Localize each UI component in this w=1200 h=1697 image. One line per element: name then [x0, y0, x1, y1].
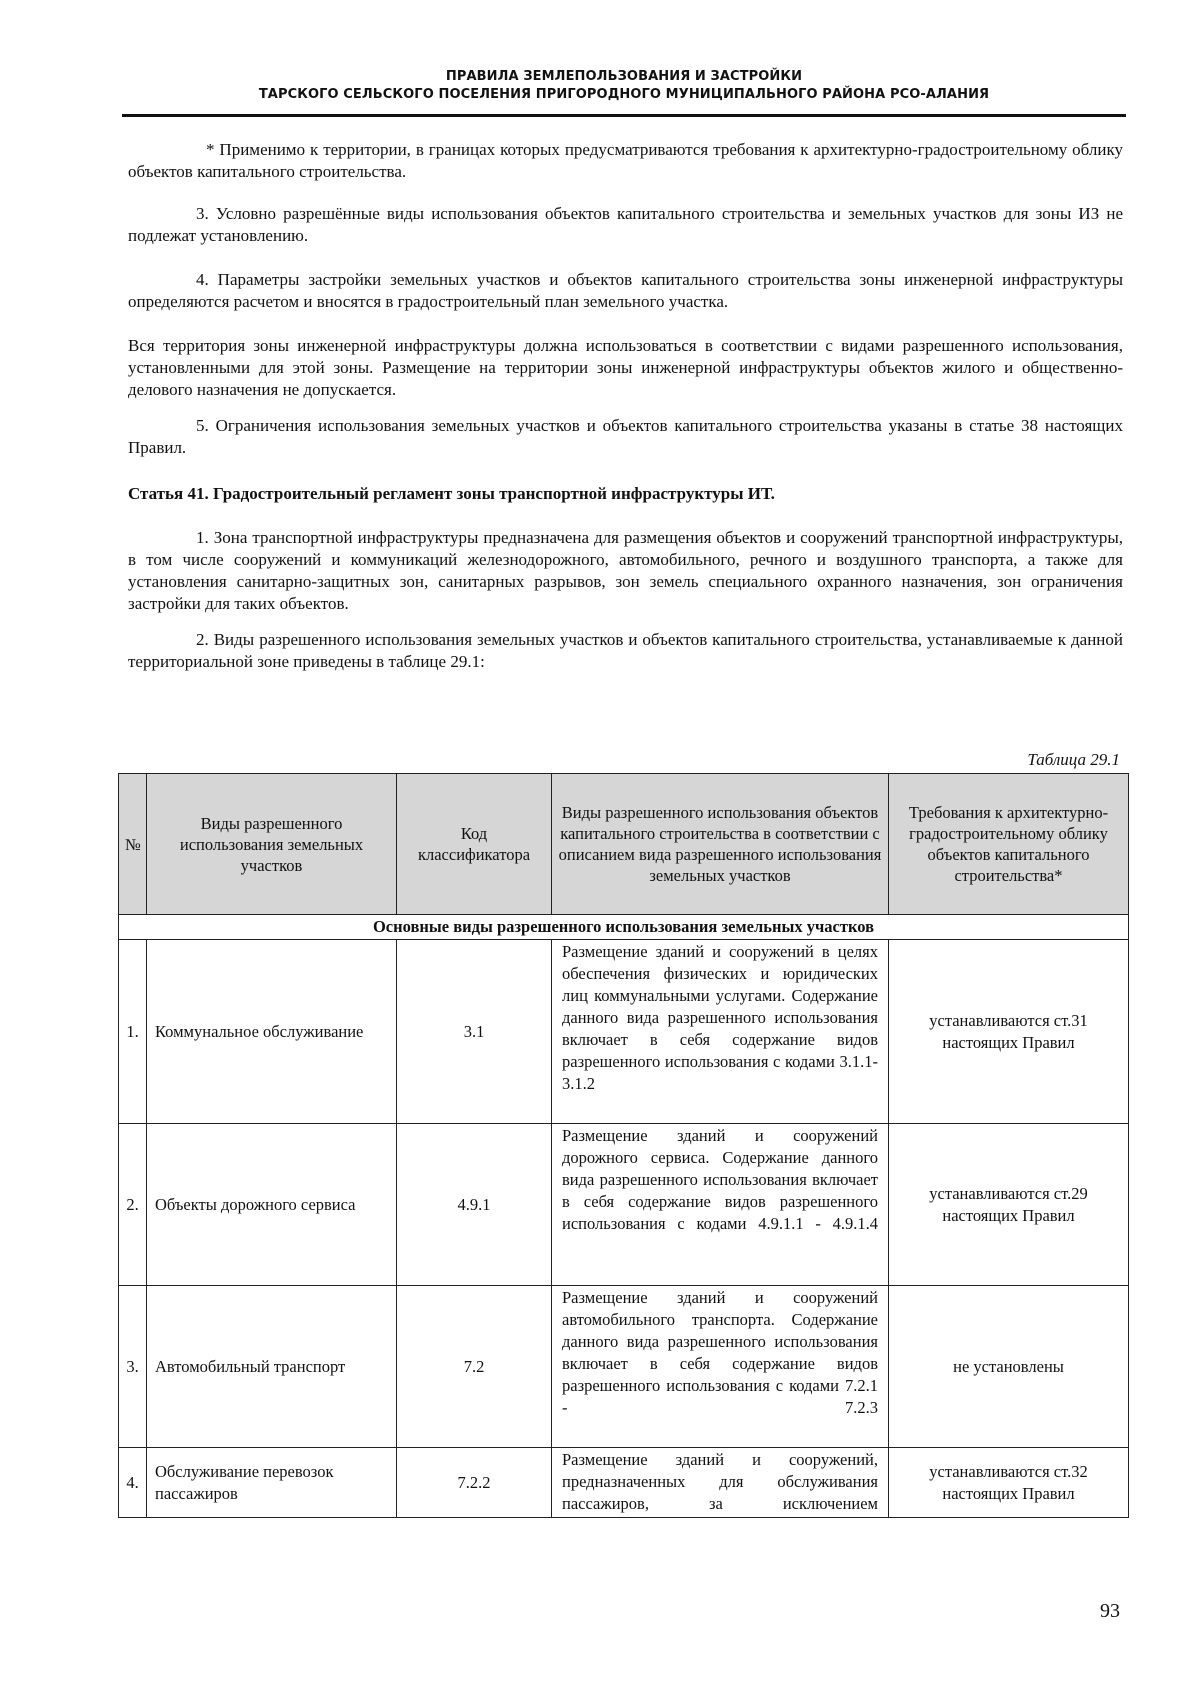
- row-requirements: устанавливаются ст.32 настоящих Правил: [889, 1448, 1129, 1518]
- header-line-1: ПРАВИЛА ЗЕМЛЕПОЛЬЗОВАНИЯ И ЗАСТРОЙКИ: [445, 69, 803, 84]
- row-requirements: устанавливаются ст.29 настоящих Правил: [889, 1124, 1129, 1286]
- row-land-use: Коммунальное обслуживание: [147, 940, 397, 1124]
- article-paragraph-2: 2. Виды разрешенного использования земельных участков и объектов капитального строительства, устанавливаемые к данной территориальной зоне приведены в таблице 29.1:: [128, 630, 1123, 671]
- running-header: [122, 68, 1126, 104]
- page-number: 93: [1100, 1600, 1120, 1622]
- header-oks-use: Виды разрешенного использования объектов капитального строительства в соответствии с описанием вида разрешенного использования земельных участков: [552, 774, 889, 915]
- table-header-row: [119, 774, 1129, 915]
- header-requirements: Требования к архитектурно-градостроительному облику объектов капитального строительства*: [889, 774, 1129, 915]
- table-row: [119, 1286, 1129, 1448]
- regulation-table: [118, 773, 1129, 1518]
- row-num: 2.: [119, 1124, 147, 1286]
- article-title: Статья 41. Градостроительный регламент зоны транспортной инфраструктуры ИТ.: [128, 484, 775, 503]
- row-requirements: устанавливаются ст.31 настоящих Правил: [889, 940, 1129, 1124]
- header-land-use: Виды разрешенного использования земельных участков: [147, 774, 397, 915]
- paragraph-4: 4. Параметры застройки земельных участков и объектов капитального строительства зоны инженерной инфраструктуры определяются расчетом и вносятся в градостроительный план земельного участка.: [128, 270, 1123, 311]
- row-description: Размещение зданий и сооружений в целях обеспечения физических и юридических лиц коммунальными услугами. Содержание данного вида разрешенного использования включает в себя содержание видов разрешенного использования с кодами 3.1.1-3.1.2: [552, 940, 889, 1124]
- table-caption: Таблица 29.1: [1027, 750, 1120, 769]
- row-land-use: Автомобильный транспорт: [147, 1286, 397, 1448]
- row-num: 4.: [119, 1448, 147, 1518]
- table-section-row: [119, 915, 1129, 940]
- row-description: Размещение зданий и сооружений дорожного сервиса. Содержание данного вида разрешенного использования включает в себя содержание видов разрешенного использования с кодами 4.9.1.1 - 4.9.1.4: [552, 1124, 889, 1286]
- article-paragraph-1: 1. Зона транспортной инфраструктуры предназначена для размещения объектов и сооружений транспортной инфраструктуры, в том числе сооружений и коммуникаций железнодорожного, автомобильного, речного и воздушного транспорта, а также для установления санитарно-защитных зон, санитарных разрывов, зон земель специального охранного назначения, зон ограничения застройки для таких объектов.: [128, 528, 1123, 613]
- footnote-paragraph: * Применимо к территории, в границах которых предусматриваются требования к архитектурно-градостроительному облику объектов капитального строительства.: [128, 140, 1123, 181]
- row-land-use: Обслуживание перевозок пассажиров: [147, 1448, 397, 1518]
- paragraph-5: 5. Ограничения использования земельных участков и объектов капитального строительства указаны в статье 38 настоящих Правил.: [128, 416, 1123, 457]
- table-row: [119, 1448, 1129, 1518]
- header-line-2: ТАРСКОГО СЕЛЬСКОГО ПОСЕЛЕНИЯ ПРИГОРОДНОГО МУНИЦИПАЛЬНОГО РАЙОНА РСО-АЛАНИЯ: [258, 87, 990, 102]
- table-row: [119, 1124, 1129, 1286]
- header-rule: [122, 114, 1126, 117]
- row-num: 1.: [119, 940, 147, 1124]
- row-code: 4.9.1: [397, 1124, 552, 1286]
- row-num: 3.: [119, 1286, 147, 1448]
- row-code: 3.1: [397, 940, 552, 1124]
- section-title: Основные виды разрешенного использования земельных участков: [119, 915, 1129, 940]
- row-land-use: Объекты дорожного сервиса: [147, 1124, 397, 1286]
- row-description: Размещение зданий и сооружений автомобильного транспорта. Содержание данного вида разрешенного использования включает в себя содержание видов разрешенного использования с кодами 7.2.1 - 7.2.3: [552, 1286, 889, 1448]
- header-code: Код классификатора: [397, 774, 552, 915]
- row-code: 7.2: [397, 1286, 552, 1448]
- header-num: №: [119, 774, 147, 915]
- row-description: Размещение зданий и сооружений, предназначенных для обслуживания пассажиров, за исключением: [552, 1448, 889, 1518]
- row-code: 7.2.2: [397, 1448, 552, 1518]
- body-text: [128, 139, 1123, 673]
- paragraph-territory: Вся территория зоны инженерной инфраструктуры должна использоваться в соответствии с видами разрешенного использования, установленными для этой зоны. Размещение на территории зоны инженерной инфраструктуры объектов жилого и общественно-делового назначения не допускается.: [128, 336, 1123, 399]
- table-row: [119, 940, 1129, 1124]
- paragraph-3: 3. Условно разрешённые виды использования объектов капитального строительства и земельных участков для зоны ИЗ не подлежат установлению.: [128, 204, 1123, 245]
- row-requirements: не установлены: [889, 1286, 1129, 1448]
